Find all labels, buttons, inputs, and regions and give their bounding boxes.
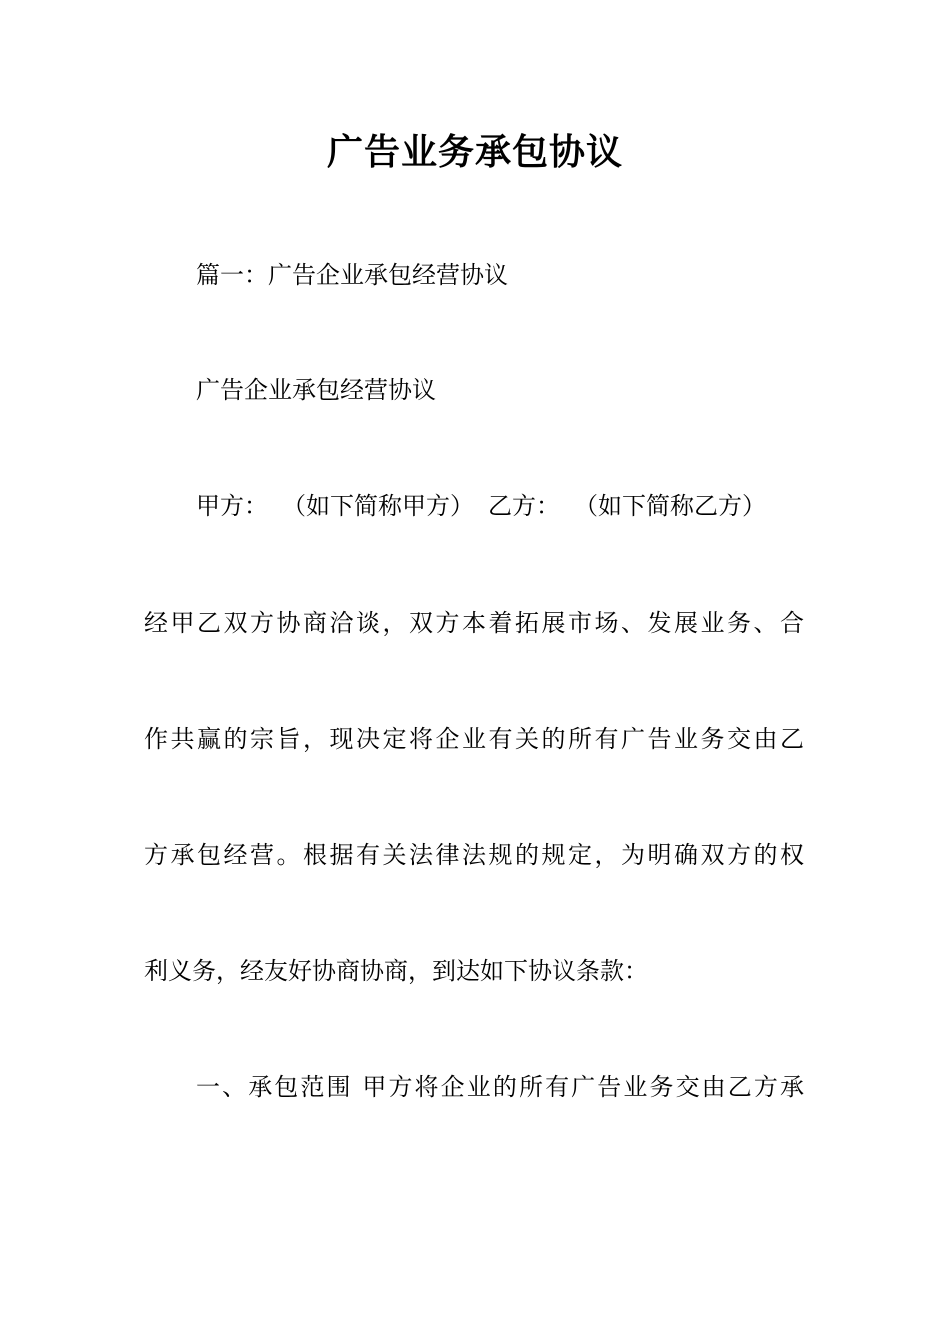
body-line-1: 经甲乙双方协商洽谈，双方本着拓展市场、发展业务、合 — [144, 609, 804, 637]
party-b-note: （如下简称乙方） — [574, 492, 766, 520]
clause-one-line: 一、承包范围 甲方将企业的所有广告业务交由乙方承 — [196, 1073, 804, 1101]
body-line-2: 作共赢的宗旨，现决定将企业有关的所有广告业务交由乙 — [144, 725, 804, 753]
agreement-subtitle: 广告企业承包经营协议 — [196, 376, 436, 404]
party-a-note: （如下简称甲方） — [282, 492, 474, 520]
body-line-3: 方承包经营。根据有关法律法规的规定，为明确双方的权 — [144, 841, 804, 869]
parties-line — [196, 490, 766, 522]
party-a-label: 甲方： — [196, 492, 268, 520]
party-b-label: 乙方： — [488, 492, 560, 520]
section-heading: 篇一：广告企业承包经营协议 — [196, 261, 508, 289]
document-title: 广告业务承包协议 — [326, 131, 623, 173]
body-line-4: 利义务，经友好协商协商，到达如下协议条款： — [144, 957, 648, 985]
